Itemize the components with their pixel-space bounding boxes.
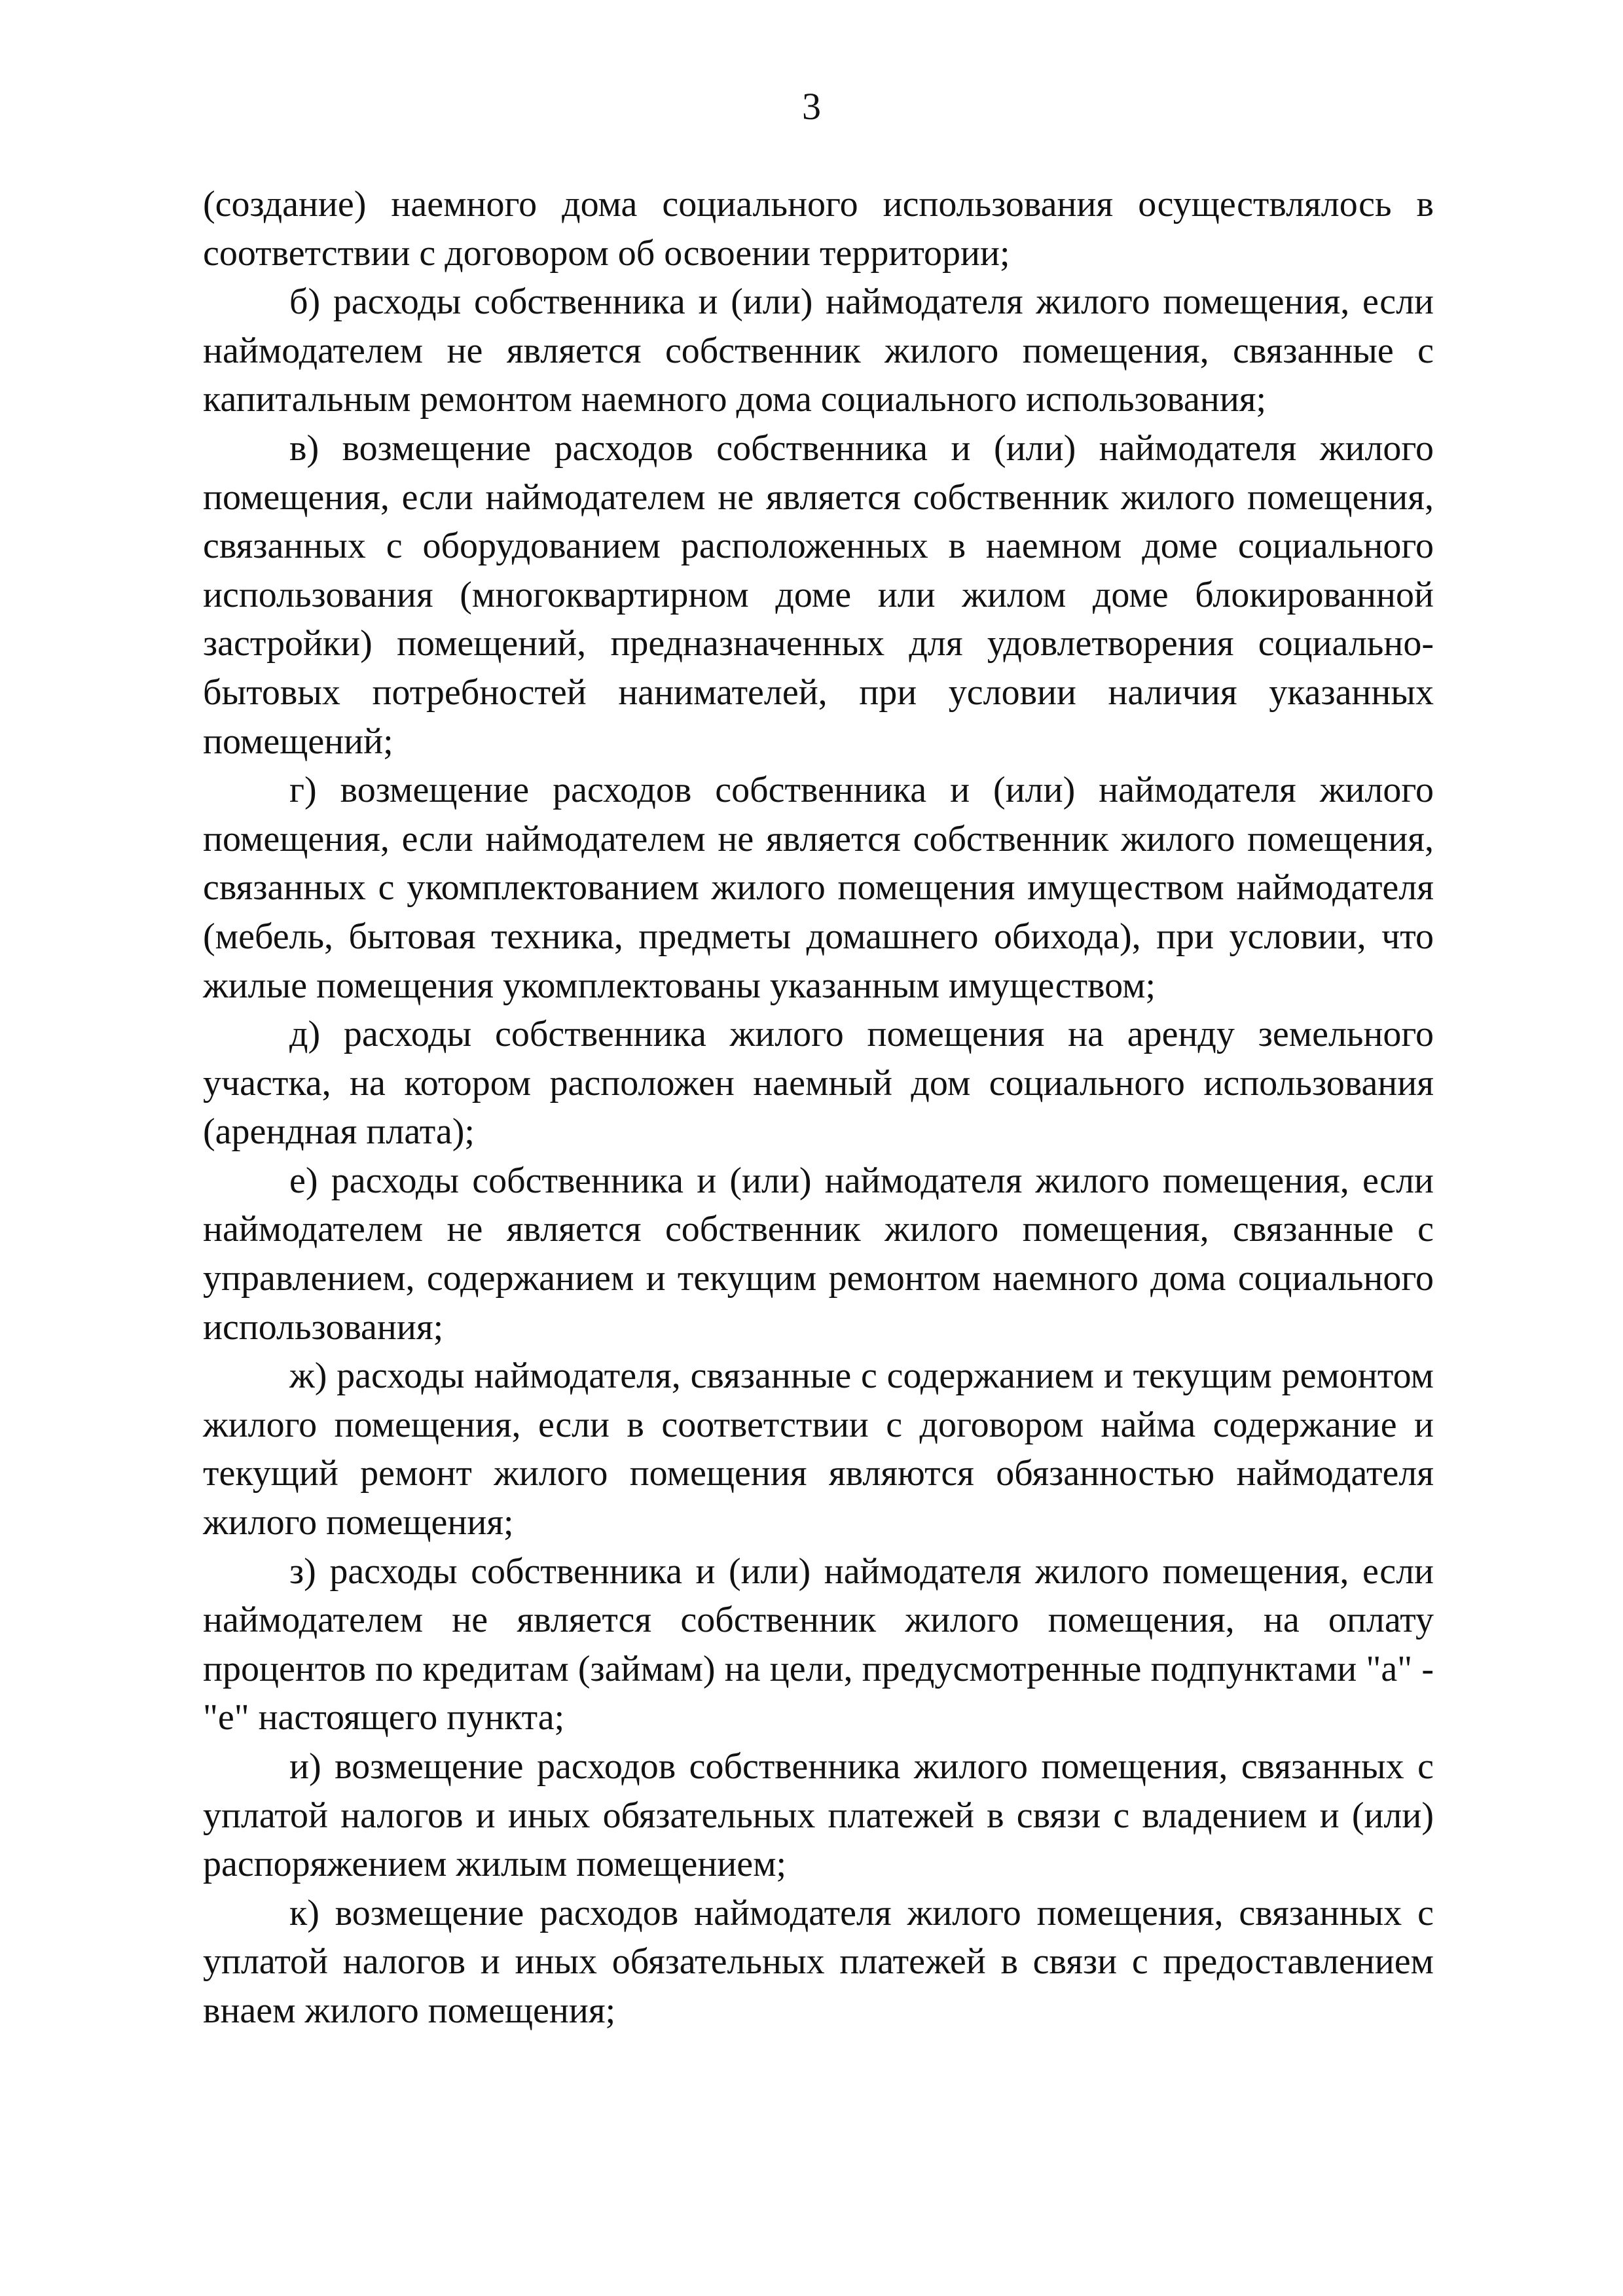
paragraph-item-e: е) расходы собственника и (или) наймодателя жилого помещения, если наймодателем не является собственник жилого помещения, связанные с управлением, содержанием и текущим ремонтом наемного дома социального использования; bbox=[203, 1160, 1434, 1348]
paragraph-item-zh: ж) расходы наймодателя, связанные с содержанием и текущим ремонтом жилого помещения, если в соответствии с договором найма содержание и текущий ремонт жилого помещения являются обязанностью наймодателя жилого помещения; bbox=[203, 1355, 1434, 1543]
paragraph-item-i: и) возмещение расходов собственника жилого помещения, связанных с уплатой налогов и иных обязательных платежей в связи с владением и (или) распоряжением жилым помещением; bbox=[203, 1746, 1434, 1885]
paragraph-item-v: в) возмещение расходов собственника и (или) наймодателя жилого помещения, если наймодателем не является собственник жилого помещения, связанных с оборудованием расположенных в наемном доме социального использования (многоквартирном доме или жилом доме блокированной застройки) помещений, предназначенных для удовлетворения социально-бытовых потребностей нанимателей, при условии наличия указанных помещений; bbox=[203, 427, 1434, 762]
document-body bbox=[203, 180, 1434, 2036]
paragraph-item-b: б) расходы собственника и (или) наймодателя жилого помещения, если наймодателем не является собственник жилого помещения, связанные с капитальным ремонтом наемного дома социального использования; bbox=[203, 281, 1434, 420]
paragraph-item-d: д) расходы собственника жилого помещения на аренду земельного участка, на котором расположен наемный дом социального использования (арендная плата); bbox=[203, 1014, 1434, 1153]
paragraph-item-z: з) расходы собственника и (или) наймодателя жилого помещения, если наймодателем не является собственник жилого помещения, на оплату процентов по кредитам (займам) на цели, предусмотренные подпунктами "а" - "е" настоящего пункта; bbox=[203, 1551, 1434, 1738]
paragraph-item-g: г) возмещение расходов собственника и (или) наймодателя жилого помещения, если наймодателем не является собственник жилого помещения, связанных с укомплектованием жилого помещения имуществом наймодателя (мебель, бытовая техника, предметы домашнего обихода), при условии, что жилые помещения укомплектованы указанным имуществом; bbox=[203, 770, 1434, 1006]
page-number: 3 bbox=[802, 85, 821, 128]
paragraph-item-k: к) возмещение расходов наймодателя жилого помещения, связанных с уплатой налогов и иных обязательных платежей в связи с предоставлением внаем жилого помещения; bbox=[203, 1892, 1434, 2031]
paragraph-continuation: (создание) наемного дома социального использования осуществлялось в соответствии с договором об освоении территории; bbox=[203, 184, 1434, 274]
